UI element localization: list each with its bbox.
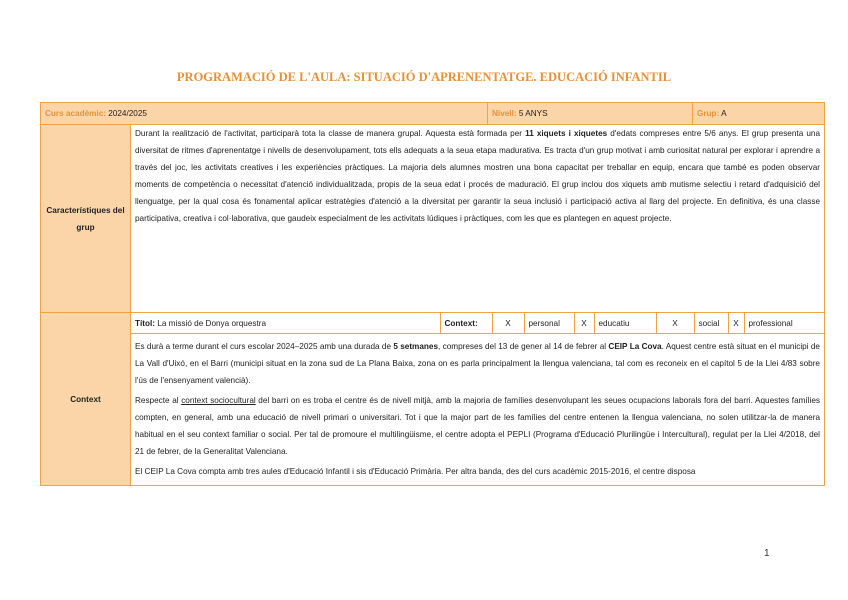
header-row [41,103,825,125]
page-title: PROGRAMACIÓ DE L'AULA: SITUACIÓ D'APRENENTATGE. EDUCACIÓ INFANTIL [176,70,672,84]
curs-cell [41,103,488,125]
grup-cell [693,103,825,125]
caracteristiques-row [41,125,825,313]
context-label: Context [41,313,131,486]
context-p2: Respecte al context sociocultural del barri on es troba el centre és de nivell mitjà, amb la majoria de famílies desenvolupant les seues ocupacions laborals fora del barri. Aquestes famílies compten, en general, amb una educació de nivell primari o universitari. Tot i que la major part de les famílies del centre entenen la llengua valenciana, no solen utilitzar-la de manera habitual en el seu context familiar o social. Per tal de promoure el multilingüisme, el centre adopta el PEPLI (Programa d'Educació Plurilingüe i Intercultural), regulat per la Llei 4/2018, del 21 de febrer, de la Generalitat Valenciana. [135,396,820,456]
curs-value: 2024/2025 [108,109,147,118]
curs-label: Curs acadèmic: [45,109,106,118]
nivell-cell [488,103,693,125]
mark-social: X [656,313,694,334]
programacio-table [40,102,825,486]
page-number: 1 [764,548,770,559]
context-text [131,334,824,485]
caracteristiques-text [131,125,825,313]
context-p3: El CEIP La Cova compta amb tres aules d'Educació Infantil i sis d'Educació Primària. Per altra banda, des del curs acadèmic 2015-2016, el centre disposa [135,467,696,476]
context-type-label: Context: [440,313,492,334]
option-personal: personal [524,313,574,334]
titol-value: La missió de Donya orquestra [157,318,267,328]
titol-label: Títol: [135,318,156,328]
nivell-value: 5 ANYS [518,109,548,118]
grup-label: Grup: [697,109,720,118]
context-row [41,313,825,486]
context-content [131,313,825,486]
option-social: social [694,313,728,334]
mark-professional: X [728,313,744,334]
caracteristiques-bold: 11 xiquets i xiquetes [525,129,608,138]
caracteristiques-p1-rest: d'edats compreses entre 5/6 anys. El grup presenta una diversitat de ritmes d'aprenentatge i nivells de desenvolupament, tots ells adequats a la seua etapa madurativa. Es tracta d'un grup motivat i amb curiositat natural per explorar i aprendre a través del joc, les activitats creatives i les experiències pràctiques. La majoria dels alumnes mostren una bona capacitat per treballar en equip, encara que també es poden observar moments de competència o necessitat d'atenció individualitzada, propis de la seua edat i procés de maduració. El grup inclou dos xiquets amb mutisme selectiu i retard d'adquisició del llenguatge, per la qual cosa és fonamental aplicar estratègies d'atenció a la diversitat per garantir la seua inclusió i participació activa al llarg del projecte. En definitiva, és una classe participativa, creativa i col·laborativa, que gaudeix especialment de les activitats lúdiques i pràctiques, com les que es plantegen en aquest projecte. [135,129,820,223]
mark-educatiu: X [574,313,594,334]
context-p1: Es durà a terme durant el curs escolar 2024–2025 amb una durada de 5 setmanes, compreses del 13 de gener al 14 de febrer al CEIP La Cova. Aquest centre està situat en el municipi de La Vall d'Uixó, en el Barri (municipi situat en la zona sud de La Plana Baixa, zona on es parla principalment la llengua valenciana, tal com es reconeix en el capítol 5 de la Llei 4/83 sobre l'ús de l'ensenyament valencià). [135,342,820,385]
caracteristiques-label: Característiques del grup [41,125,131,313]
caracteristiques-p1: Durant la realització de l'activitat, participarà tota la classe de manera grupal. Aquesta està formada per [135,129,526,138]
nivell-label: Nivell: [492,109,517,118]
option-professional: professional [744,313,825,334]
grup-value: A [721,109,727,118]
context-title-table [131,313,825,334]
titol-cell [131,313,440,334]
option-educatiu: educatiu [594,313,656,334]
mark-personal: X [492,313,524,334]
